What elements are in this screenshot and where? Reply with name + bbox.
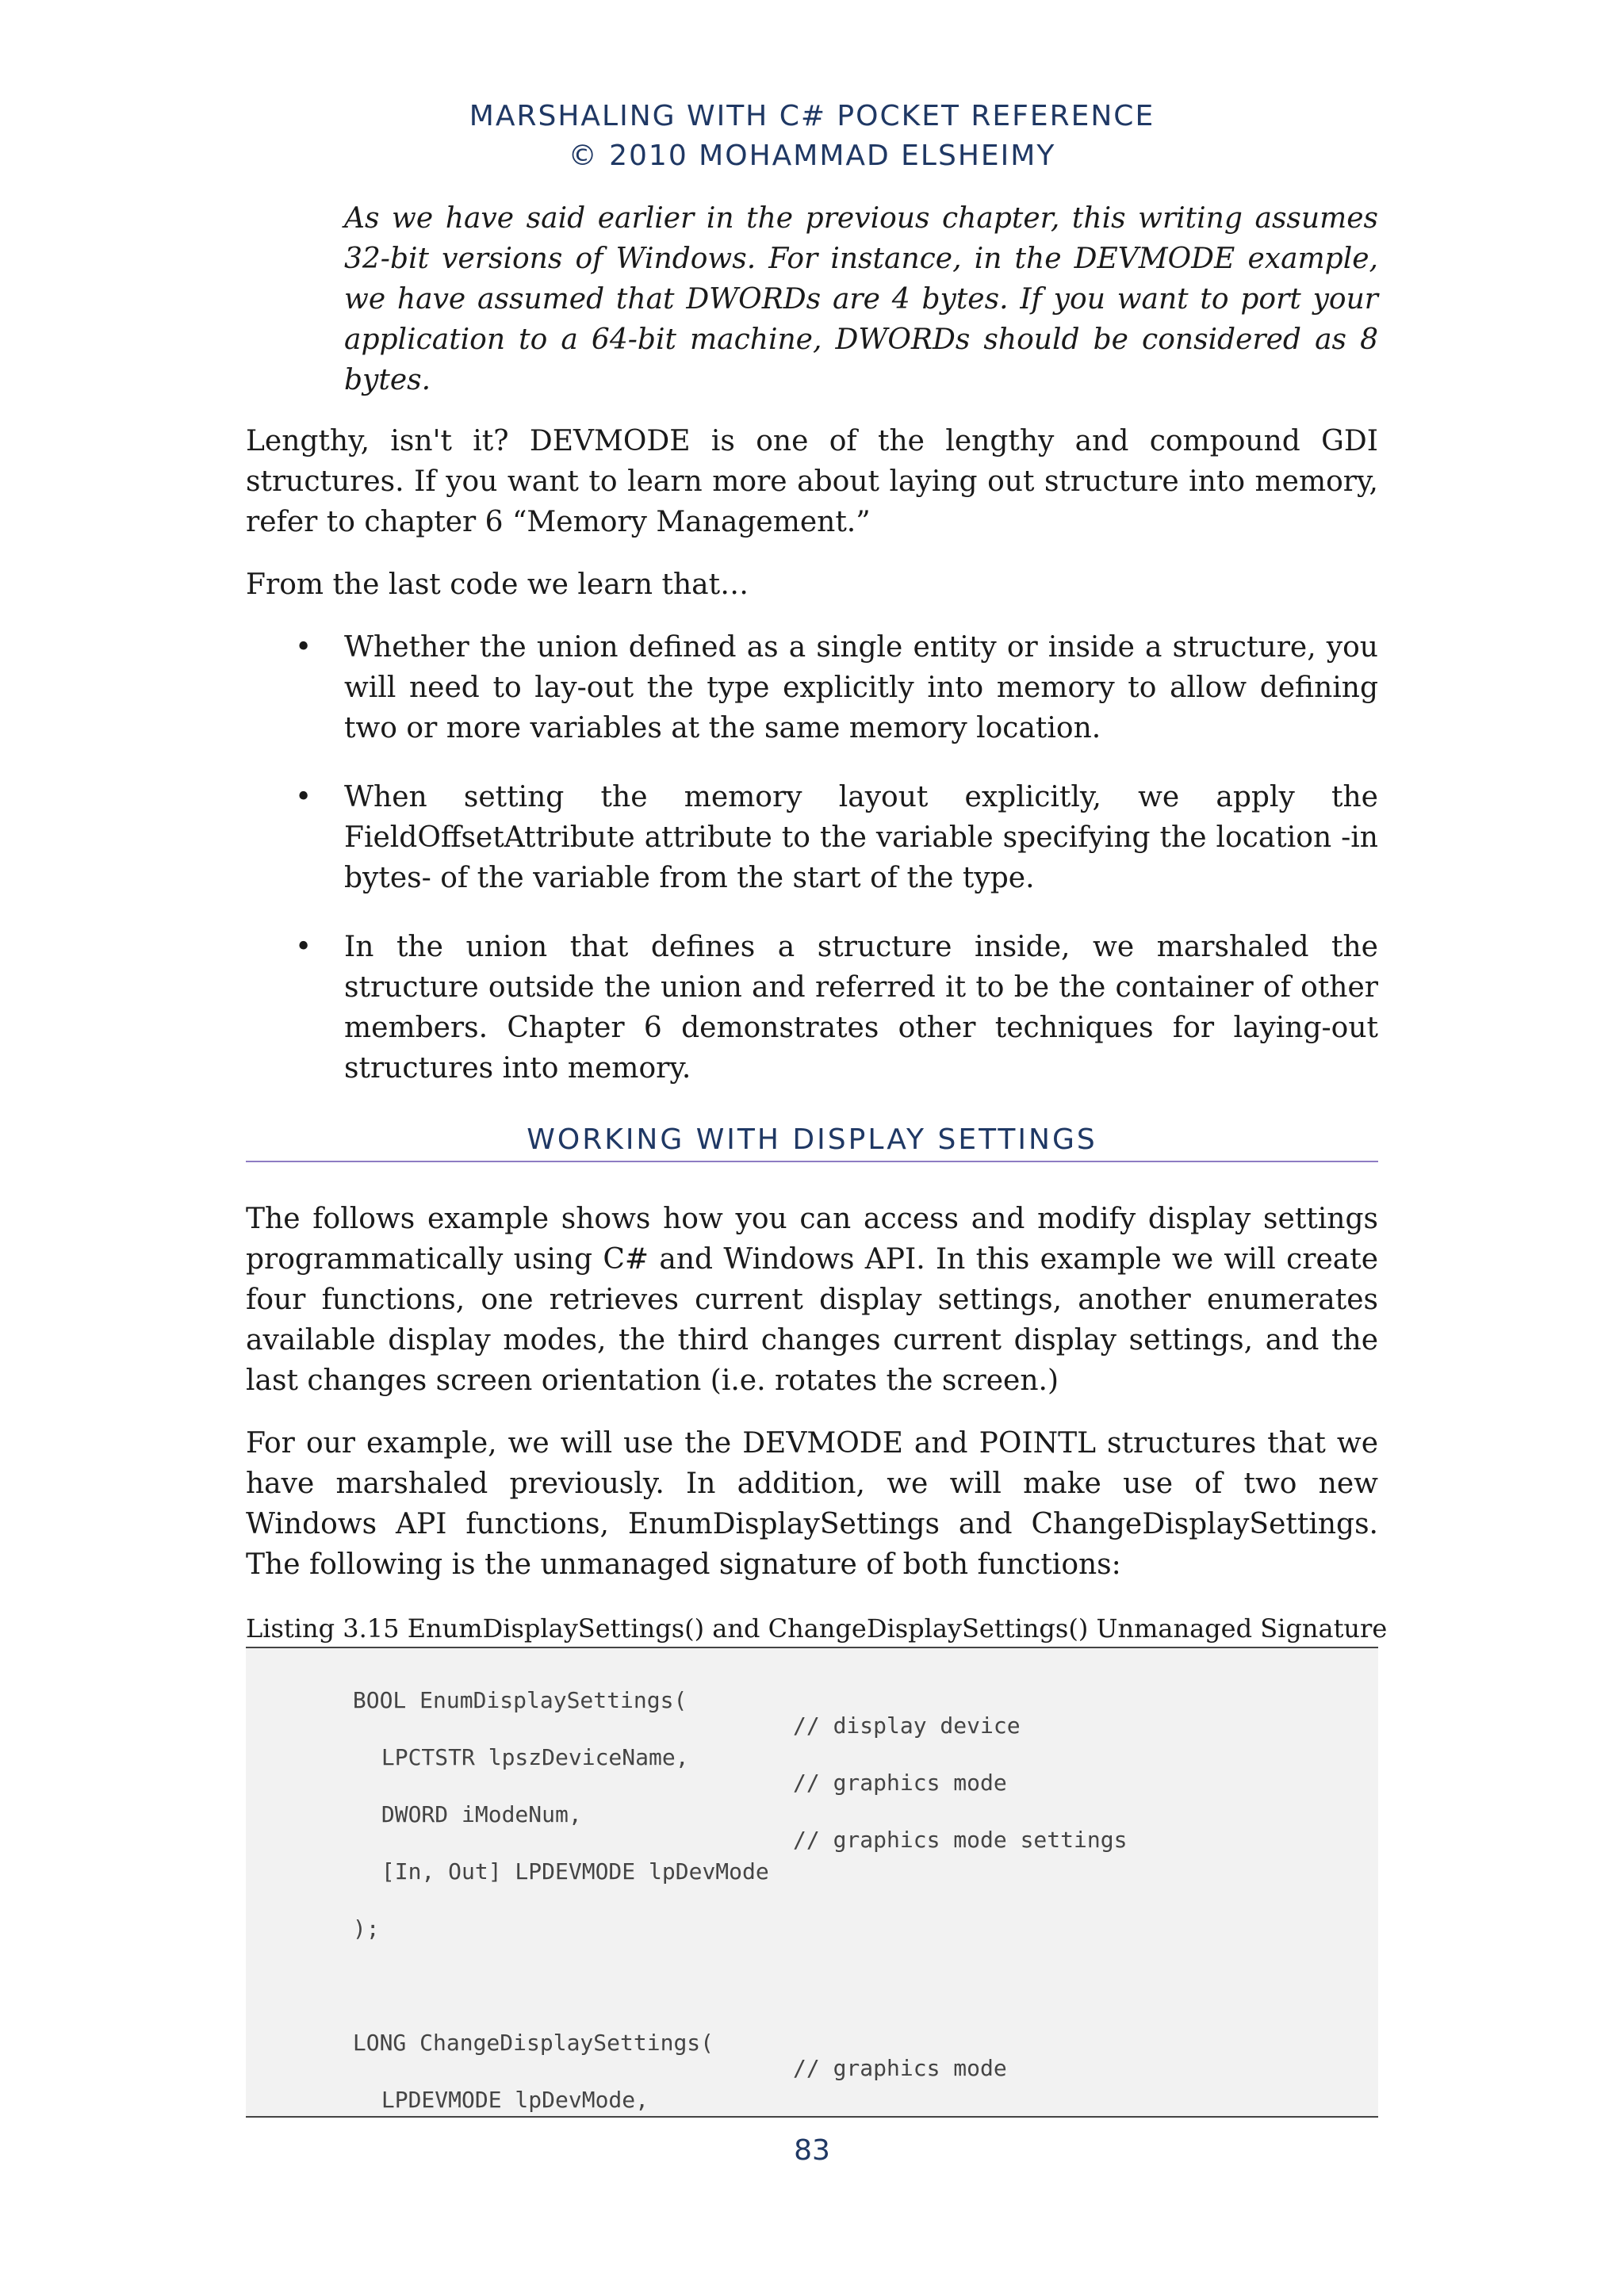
- code-text: DWORD iModeNum,: [381, 1801, 582, 1827]
- code-line: [246, 1881, 1378, 1942]
- section-heading: WORKING WITH DISPLAY SETTINGS: [246, 1123, 1378, 1162]
- list-item: [246, 927, 1378, 1089]
- bullet-icon: •: [295, 931, 312, 963]
- page-content: [246, 198, 1388, 2118]
- code-listing: [246, 1648, 1378, 2118]
- bullet-text: Whether the union defined as a single entity or inside a structure, you will need to lay-out the type explicitly into memory to allow defining two or more variables at the same memory location.: [344, 631, 1378, 744]
- page-number: 83: [794, 2134, 830, 2167]
- listing-caption: Listing 3.15 EnumDisplaySettings() and ChangeDisplaySettings() Unmanaged Signature: [246, 1612, 1378, 1648]
- code-text: );: [352, 1915, 380, 1942]
- list-item: [246, 777, 1378, 898]
- bullet-icon: •: [295, 631, 312, 664]
- running-header: [0, 97, 1624, 176]
- header-copyright: © 2010 MOHAMMAD ELSHEIMY: [568, 140, 1056, 172]
- code-line: [246, 2053, 1378, 2113]
- code-line: [246, 1996, 1378, 2056]
- list-item: [246, 627, 1378, 748]
- code-text: BOOL EnumDisplaySettings(: [352, 1687, 688, 1713]
- code-text: LPDEVMODE lpDevMode,: [381, 2087, 649, 2113]
- bullet-icon: •: [295, 781, 312, 813]
- paragraph-example-intro: The follows example shows how you can access and modify display settings programmatically using C# and Windows API. In this example we will create four functions, one retrieves current display settings, another enumerates available display modes, the third changes current display settings, and the last changes screen orientation (i.e. rotates the screen.): [246, 1203, 1378, 1397]
- code-text: [In, Out] LPDEVMODE lpDevMode: [381, 1858, 769, 1885]
- code-text: LONG ChangeDisplaySettings(: [352, 2030, 714, 2056]
- code-line-blank: [246, 1938, 1378, 1996]
- bullet-text: In the union that defines a structure inside, we marshaled the structure outside the union and referred it to be the container of other members. Chapter 6 demonstrates other techniques for laying-out structures into memory.: [344, 931, 1378, 1085]
- paragraph-structures: For our example, we will use the DEVMODE and POINTL structures that we have marshaled previously. In addition, we will make use of two new Windows API functions, EnumDisplaySettings and ChangeDisplaySettings. The following is the unmanaged signature of both functions:: [246, 1427, 1378, 1581]
- code-line: [246, 1653, 1378, 1713]
- code-line: [246, 1767, 1378, 1827]
- bullet-list: [246, 627, 1378, 1089]
- code-text: LPCTSTR lpszDeviceName,: [381, 1744, 689, 1770]
- code-comment: // graphics mode settings: [793, 1827, 1128, 1853]
- bullet-text: When setting the memory layout explicitly, we apply the FieldOffsetAttribute attribute to the variable specifying the location -in bytes- of the variable from the start of the type.: [344, 781, 1378, 894]
- header-title: MARSHALING WITH C# POCKET REFERENCE: [469, 100, 1155, 132]
- code-line: [246, 1824, 1378, 1885]
- code-comment: // display device: [793, 1712, 1021, 1739]
- paragraph-learn: From the last code we learn that…: [246, 568, 749, 601]
- italic-note: As we have said earlier in the previous chapter, this writing assumes 32-bit versions of Windows. For instance, in the DEVMODE example, we have assumed that DWORDs are 4 bytes. If you want to port your application to a 64-bit machine, DWORDs should be considered as 8 bytes.: [344, 202, 1378, 396]
- code-comment: // graphics mode: [793, 2055, 1007, 2081]
- code-comment: // graphics mode: [793, 1770, 1007, 1796]
- paragraph-lengthy: Lengthy, isn't it? DEVMODE is one of the lengthy and compound GDI structures. If you want to learn more about laying out structure into memory, refer to chapter 6 “Memory Management.”: [246, 425, 1378, 538]
- code-line: [246, 1710, 1378, 1770]
